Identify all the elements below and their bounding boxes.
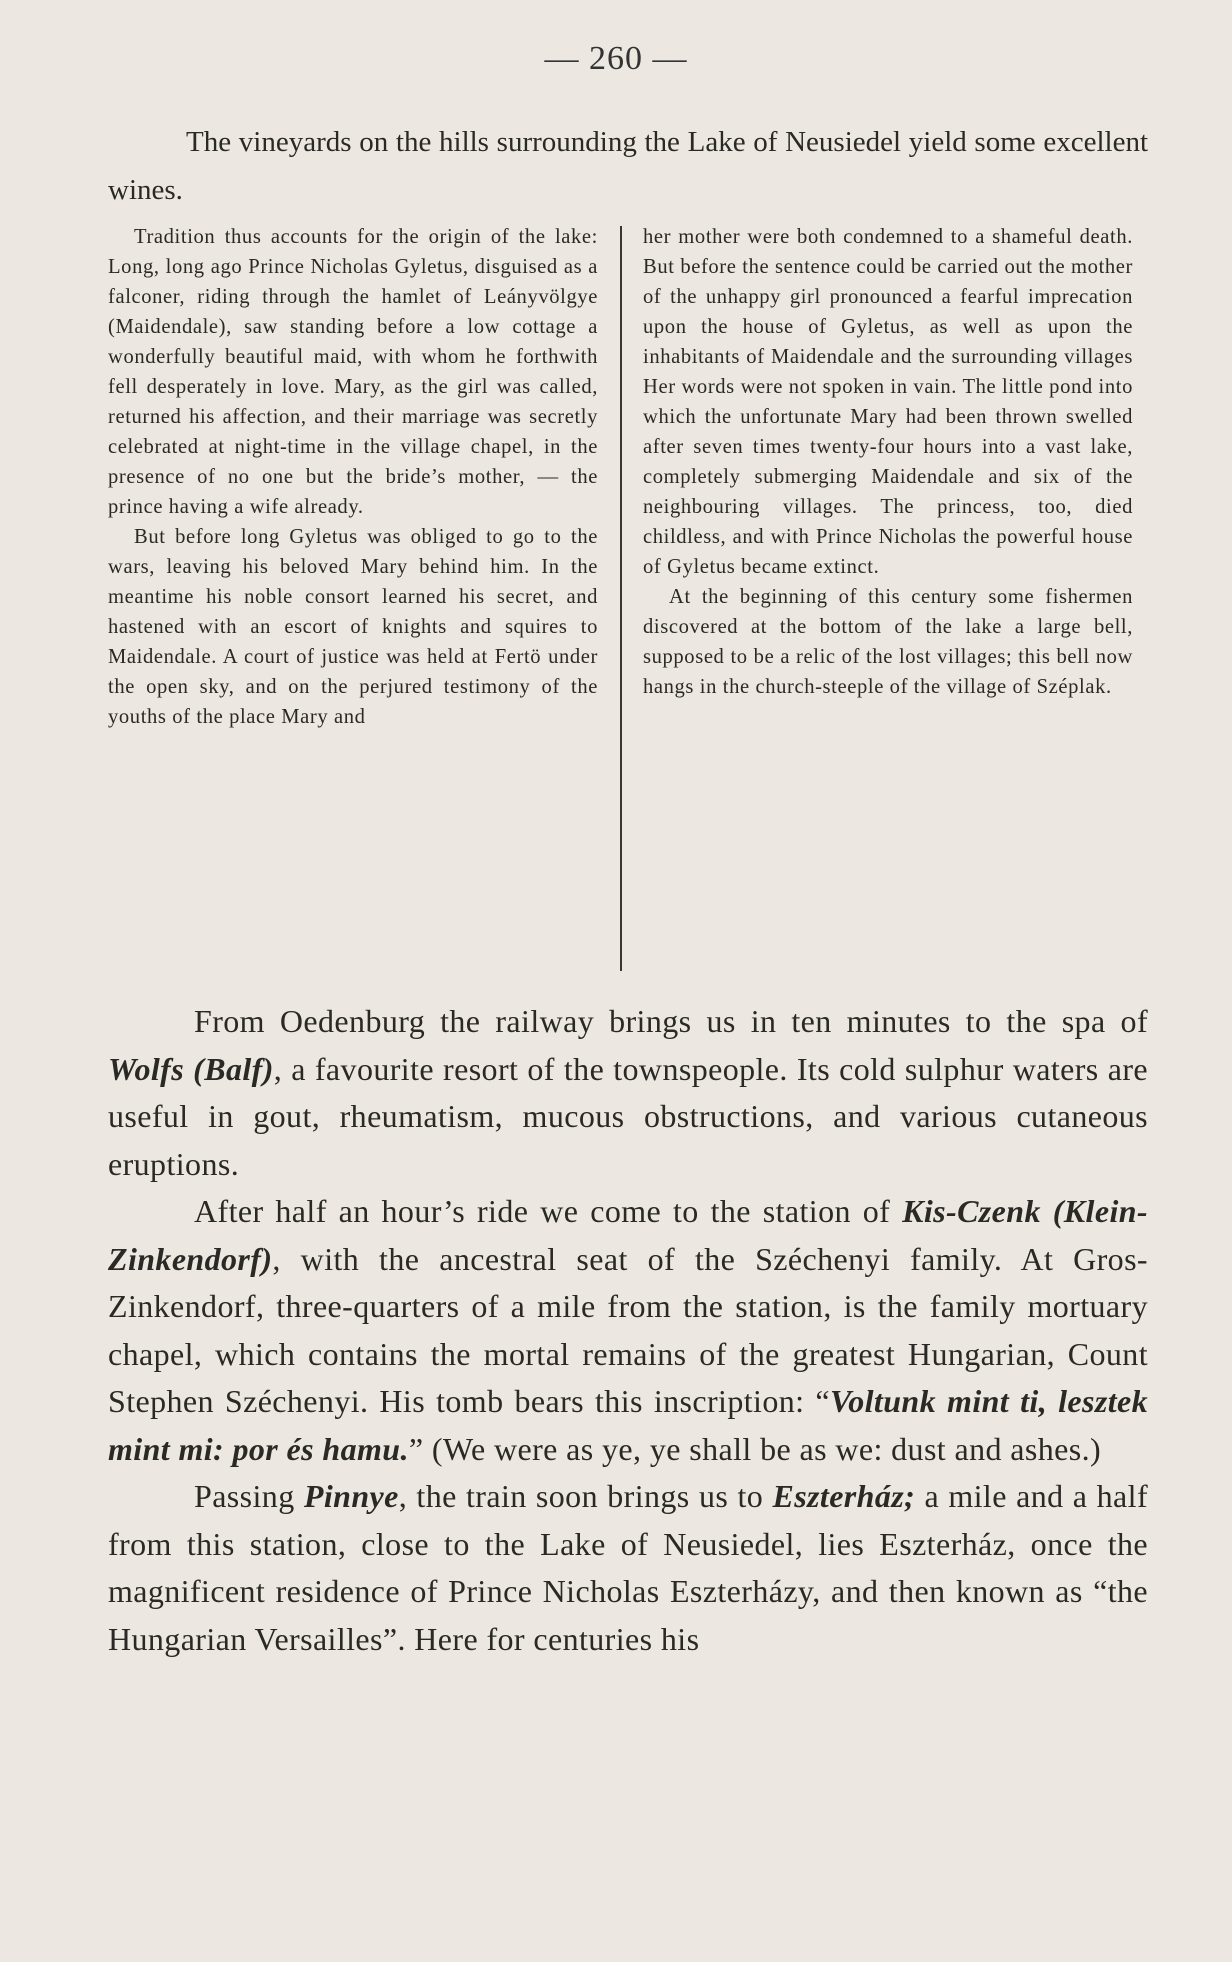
legend-paragraph: her mother were both condemned to a shameful death. But before the sentence could be carried out the mother of the unhappy girl pronounced a fearful imprecation upon the house of Gyletus, as well as upon the inhabitants of Maidendale and the surrounding villages Her words were not spoken in vain. The little pond into which the unfortunate Mary had been thrown swelled after seven times twenty-four hours into a vast lake, completely submerging Maidendale and six of the neighbouring villages. The princess, too, died childless, and with Prince Nicholas the powerful house of Gyletus became extinct. — [643, 226, 1133, 578]
body-paragraph — [108, 1188, 1148, 1473]
legend-paragraph: At the beginning of this century some fishermen discovered at the bottom of the lake a large bell, supposed to be a relic of the lost villages; this bell now hangs in the church-steeple of the village of Széplak. — [643, 586, 1133, 698]
text-run: From Oedenburg the railway brings us in ten minutes to the spa of — [194, 1003, 1148, 1039]
legend-columns — [108, 222, 1148, 977]
place-name-wolfs: Wolfs (Balf) — [108, 1050, 274, 1087]
body-paragraph — [108, 1473, 1148, 1663]
legend-left-column — [108, 222, 598, 732]
intro-paragraph: The vineyards on the hills surrounding the Lake of Neusiedel yield some excellent wines. — [108, 126, 1148, 206]
legend-paragraph: But before long Gyletus was obliged to go to the wars, leaving his beloved Mary behind him. In the meantime his noble consort learned his secret, and hastened with an escort of knights and squires to Maidendale. A court of justice was held at Fertö under the open sky, and on the perjured testimony of the youths of the place Mary and — [108, 526, 598, 728]
text-run: Passing — [194, 1478, 304, 1514]
text-run: ” (We were as ye, ye shall be as we: dust and ashes.) — [408, 1430, 1102, 1467]
legend-paragraph: Tradition thus accounts for the origin of the lake: Long, long ago Prince Nicholas Gyletus, disguised as a falconer, riding through the hamlet of Leányvölgye (Maidendale), saw standing before a low cottage a wonderfully beautiful maid, with whom he forthwith fell desperately in love. Mary, as the girl was called, returned his affection, and their marriage was secretly celebrated at night-time in the village chapel, in the presence of no one but the bride’s mother, — the prince having a wife already. — [108, 226, 598, 518]
place-name-kis-czenk: Kis-Czenk (Klein-Zinkendorf) — [108, 1193, 1148, 1277]
column-divider — [620, 226, 622, 971]
text-run: a mile and a half from this station, close to the Lake of Neusiedel, lies Eszterház, once the magnificent residence of Prince Nicholas Eszterházy, and then known as “the Hungarian Versailles”. Here for centuries his — [108, 1478, 1149, 1657]
text-run: , a favourite resort of the townspeople. Its cold sulphur waters are useful in gout, rheumatism, mucous obstructions, and various cutaneous eruptions. — [108, 1050, 1148, 1182]
place-name-eszterhaz: Eszterház; — [772, 1478, 916, 1514]
text-run: After half an hour’s ride we come to the station of — [194, 1193, 903, 1229]
page-number: — 260 — — [544, 40, 688, 77]
text-run: , with the ancestral seat of the Széchenyi family. At Gros-Zinkendorf, three-quarters of a mile from the station, is the family mortuary chapel, which contains the mortal remains of the greatest Hungarian, Count Stephen Széchenyi. His tomb bears this inscription: “ — [108, 1240, 1148, 1419]
legend-right-column — [643, 222, 1133, 702]
text-run: , the train soon brings us to — [398, 1478, 773, 1514]
tomb-inscription: Voltunk mint ti, lesztek mint mi: por és hamu. — [108, 1383, 1148, 1467]
place-name-pinnye: Pinnye — [303, 1478, 399, 1514]
main-text — [108, 998, 1148, 1663]
body-paragraph — [108, 998, 1148, 1188]
